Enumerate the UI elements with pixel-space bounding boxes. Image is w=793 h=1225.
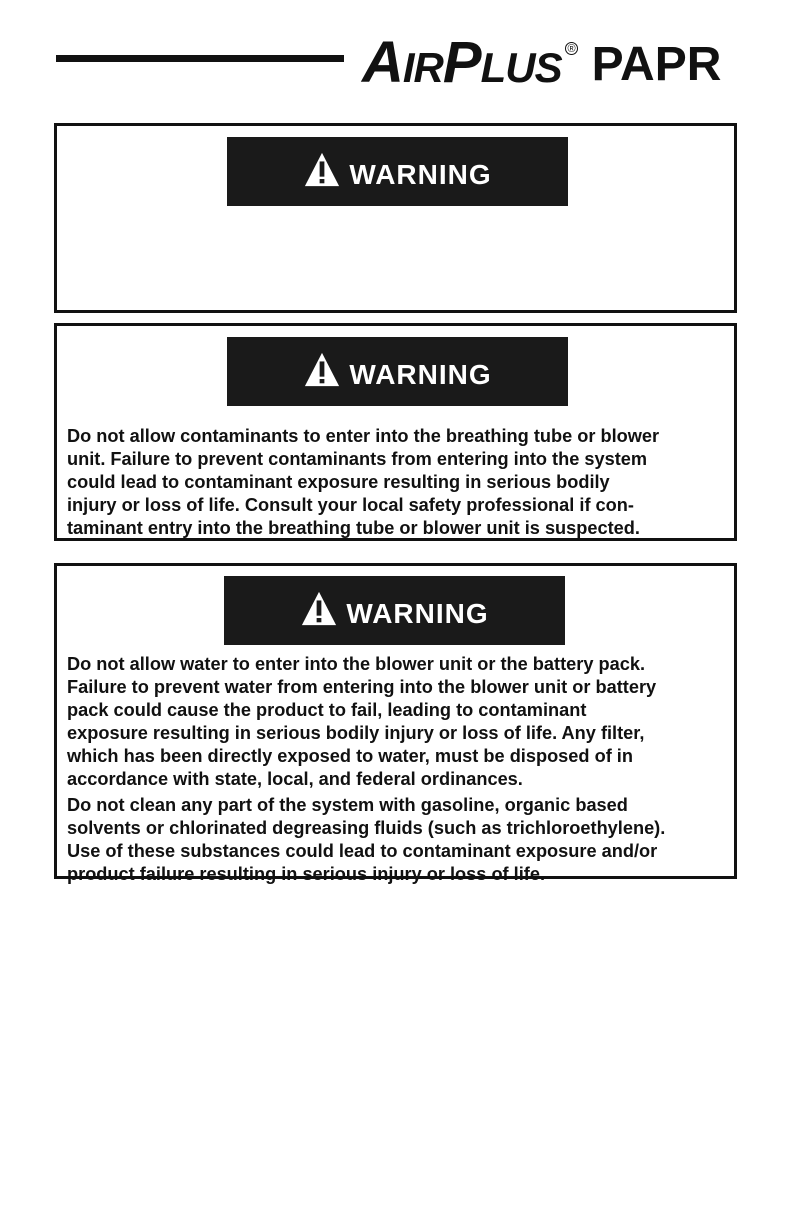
warning-body-text — [67, 653, 726, 886]
text-line: Do not allow contaminants to enter into the breathing tube or blower — [67, 426, 660, 446]
text-line: taminant entry into the breathing tube or blower unit is suspected. — [67, 518, 640, 538]
text-line: could lead to contaminant exposure resulting in serious bodily — [67, 472, 610, 492]
text-line: accordance with state, local, and federal ordinances. — [67, 769, 523, 789]
text-line: which has been directly exposed to water, must be disposed of in — [67, 746, 633, 766]
airplus-logo: A IR P LUS ® — [362, 34, 578, 92]
text-line: product failure resulting in serious injury or loss of life. — [67, 864, 545, 884]
text-line: unit. Failure to prevent contaminants from entering into the system — [67, 449, 648, 469]
warning-box — [54, 123, 737, 313]
warning-paragraph — [67, 425, 726, 540]
warning-triangle-icon — [303, 151, 341, 189]
text-line: Do not clean any part of the system with gasoline, organic based — [67, 795, 628, 815]
text-line: Failure to prevent water from entering into the blower unit or battery — [67, 677, 657, 697]
warning-label: WARNING — [349, 358, 492, 390]
warning-paragraph — [67, 653, 726, 791]
warning-banner — [227, 137, 568, 206]
warning-triangle-icon — [300, 590, 338, 628]
registered-mark: ® — [565, 42, 578, 55]
warning-banner — [227, 337, 568, 406]
text-line: Use of these substances could lead to contaminant exposure and/or — [67, 841, 658, 861]
warning-triangle-icon — [303, 351, 341, 389]
brand-suffix: PAPR — [591, 38, 722, 91]
header-rule — [56, 55, 344, 62]
warning-box — [54, 563, 737, 884]
warning-paragraph — [67, 794, 726, 886]
text-line: injury or loss of life. Consult your local safety professional if con- — [67, 495, 634, 515]
text-line: solvents or chlorinated degreasing fluids (such as trichloroethylene). — [67, 818, 666, 838]
warning-box — [54, 323, 737, 541]
text-line: pack could cause the product to fail, leading to contaminant — [67, 700, 587, 720]
text-line: Do not allow water to enter into the blower unit or the battery pack. — [67, 654, 646, 674]
warning-banner — [224, 576, 565, 645]
brand-header — [362, 22, 722, 95]
warning-label: WARNING — [346, 597, 489, 629]
warning-label: WARNING — [349, 158, 492, 190]
warning-body-text — [67, 425, 726, 540]
text-line: exposure resulting in serious bodily injury or loss of life. Any filter, — [67, 723, 645, 743]
